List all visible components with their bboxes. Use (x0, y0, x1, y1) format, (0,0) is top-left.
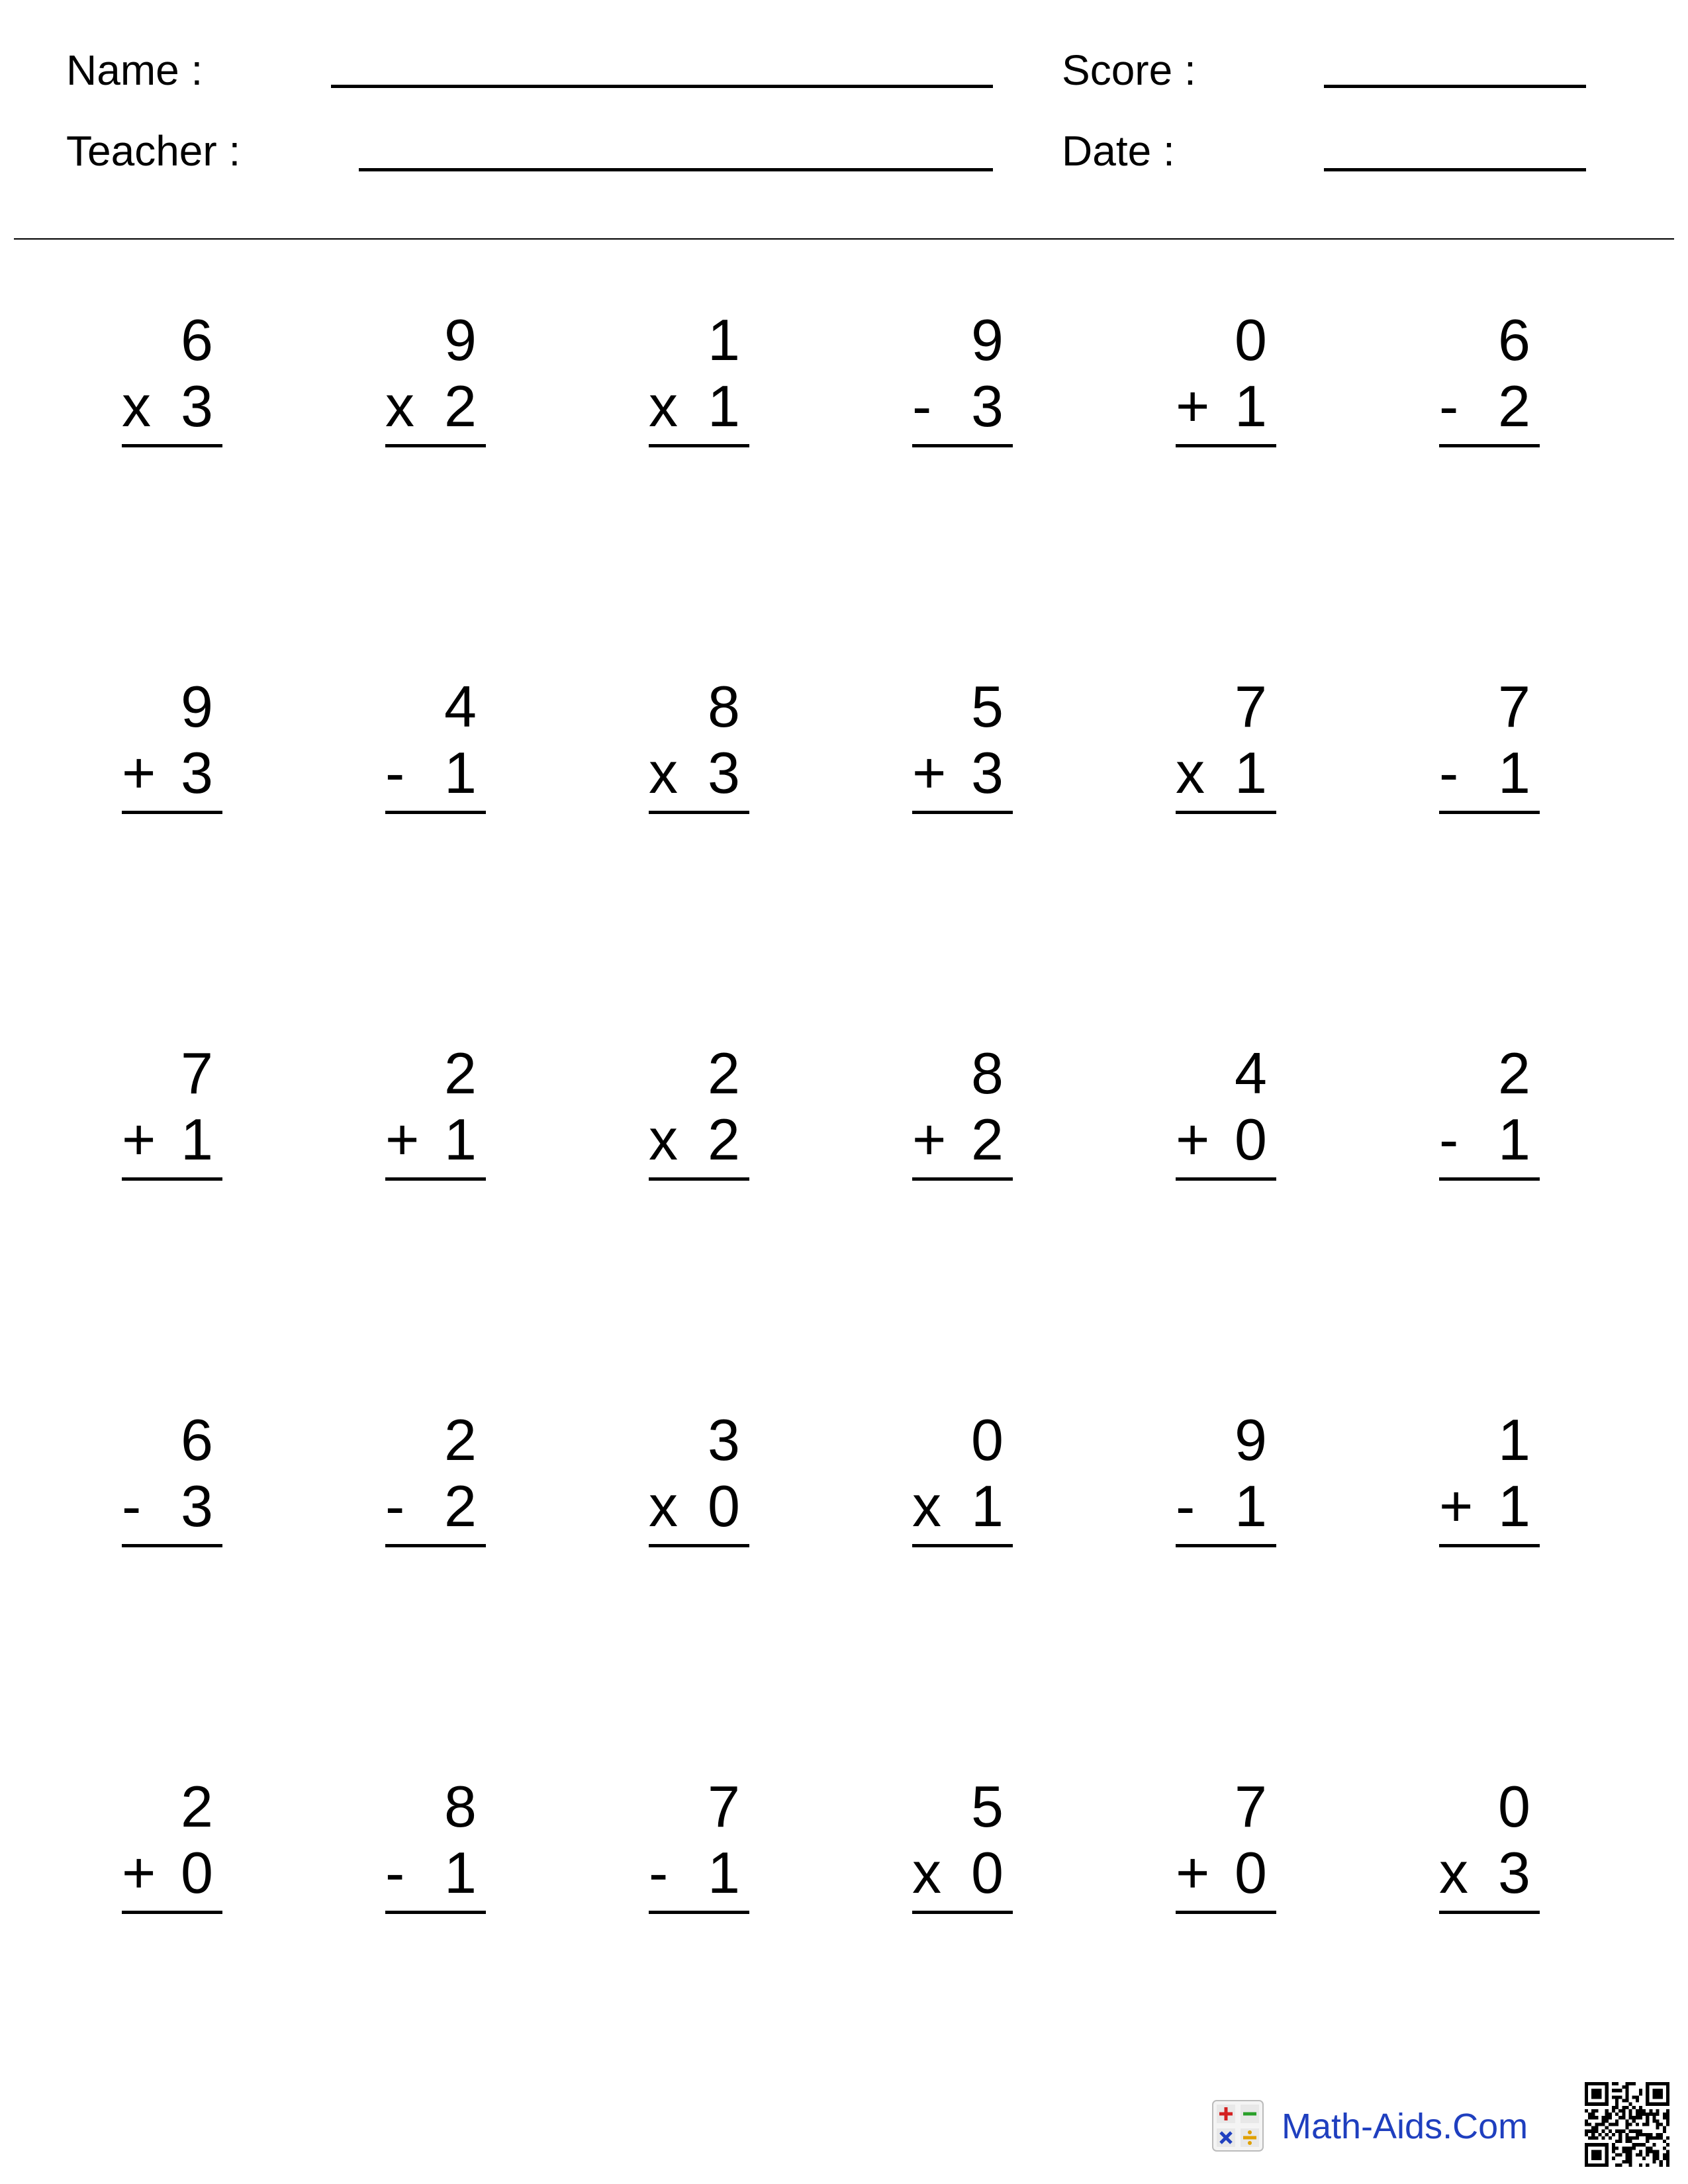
problem (1176, 1040, 1276, 1177)
top-number: 9 (444, 307, 477, 373)
top-number: 8 (444, 1774, 477, 1839)
bottom-number: 3 (181, 373, 213, 439)
answer-line[interactable] (1439, 811, 1540, 814)
bottom-number: 1 (1498, 740, 1530, 805)
answer-line[interactable] (385, 1177, 486, 1181)
problem (385, 1774, 486, 1910)
answer-line[interactable] (1439, 1911, 1540, 1914)
bottom-number: 1 (181, 1107, 213, 1172)
bottom-number: 3 (971, 740, 1004, 805)
top-number: 6 (181, 307, 213, 373)
top-number: 0 (1235, 307, 1267, 373)
top-number: 9 (1235, 1407, 1267, 1473)
answer-line[interactable] (122, 1544, 222, 1547)
operator: x (1439, 1840, 1468, 1905)
answer-line[interactable] (649, 1911, 749, 1914)
bottom-number: 1 (1235, 740, 1267, 805)
answer-line[interactable] (122, 444, 222, 447)
problem (1176, 674, 1276, 810)
bottom-number: 2 (708, 1107, 740, 1172)
bottom-number: 1 (708, 1840, 740, 1905)
answer-line[interactable] (122, 1911, 222, 1914)
bottom-number: 1 (444, 1107, 477, 1172)
answer-line[interactable] (649, 1544, 749, 1547)
answer-line[interactable] (385, 1911, 486, 1914)
answer-line[interactable] (649, 811, 749, 814)
top-number: 9 (181, 674, 213, 739)
operator: x (912, 1473, 941, 1539)
problem (122, 674, 222, 810)
top-number: 2 (708, 1040, 740, 1106)
problem (1439, 1407, 1540, 1543)
answer-line[interactable] (649, 1177, 749, 1181)
answer-line[interactable] (912, 811, 1013, 814)
answer-line[interactable] (1176, 444, 1276, 447)
problem (122, 1774, 222, 1910)
bottom-number: 0 (971, 1840, 1004, 1905)
name-label: Name : (66, 46, 203, 94)
answer-line[interactable] (912, 1177, 1013, 1181)
answer-line[interactable] (1439, 444, 1540, 447)
problem (1439, 674, 1540, 810)
problem (122, 307, 222, 443)
operator: + (1176, 373, 1210, 439)
bottom-number: 3 (181, 740, 213, 805)
operator: - (1176, 1473, 1196, 1539)
bottom-number: 3 (1498, 1840, 1530, 1905)
operator: + (122, 1107, 156, 1172)
operator: x (122, 373, 151, 439)
bottom-number: 2 (444, 373, 477, 439)
bottom-number: 1 (1235, 373, 1267, 439)
operator: x (649, 1473, 678, 1539)
operator: - (385, 1473, 405, 1539)
operator: + (122, 1840, 156, 1905)
operator: x (385, 373, 414, 439)
top-number: 2 (181, 1774, 213, 1839)
problem (1176, 1774, 1276, 1910)
bottom-number: 3 (971, 373, 1004, 439)
operator: - (122, 1473, 142, 1539)
answer-line[interactable] (649, 444, 749, 447)
bottom-number: 3 (181, 1473, 213, 1539)
operator: + (1439, 1473, 1474, 1539)
problem (385, 1040, 486, 1177)
problem (122, 1040, 222, 1177)
top-number: 4 (1235, 1040, 1267, 1106)
bottom-number: 2 (444, 1473, 477, 1539)
problem (649, 1774, 749, 1910)
top-number: 7 (1498, 674, 1530, 739)
top-number: 7 (1235, 674, 1267, 739)
operator: - (1439, 1107, 1459, 1172)
answer-line[interactable] (385, 444, 486, 447)
operator: - (385, 1840, 405, 1905)
operator: + (122, 740, 156, 805)
math-operations-icon (1211, 2099, 1264, 2152)
operator: + (912, 1107, 947, 1172)
top-number: 7 (1235, 1774, 1267, 1839)
problem (1176, 1407, 1276, 1543)
operator: x (912, 1840, 941, 1905)
bottom-number: 0 (181, 1840, 213, 1905)
top-number: 9 (971, 307, 1004, 373)
problem (649, 1407, 749, 1543)
answer-line[interactable] (912, 444, 1013, 447)
answer-line[interactable] (122, 1177, 222, 1181)
operator: - (1439, 740, 1459, 805)
answer-line[interactable] (1176, 1177, 1276, 1181)
bottom-number: 1 (444, 740, 477, 805)
qr-code-icon (1585, 2082, 1669, 2167)
operator: x (1176, 740, 1205, 805)
operator: + (1176, 1840, 1210, 1905)
problem (385, 674, 486, 810)
top-number: 1 (1498, 1407, 1530, 1473)
top-number: 5 (971, 674, 1004, 739)
problem (122, 1407, 222, 1543)
operator: + (385, 1107, 420, 1172)
top-number: 5 (971, 1774, 1004, 1839)
problem (1439, 1774, 1540, 1910)
answer-line[interactable] (1176, 1544, 1276, 1547)
answer-line[interactable] (912, 1911, 1013, 1914)
answer-line[interactable] (385, 1544, 486, 1547)
top-number: 8 (708, 674, 740, 739)
operator: - (912, 373, 932, 439)
top-number: 4 (444, 674, 477, 739)
site-link[interactable]: Math-Aids.Com (1282, 2107, 1528, 2146)
operator: x (649, 1107, 678, 1172)
problem (385, 307, 486, 443)
bottom-number: 2 (1498, 373, 1530, 439)
operator: + (1176, 1107, 1210, 1172)
top-number: 6 (1498, 307, 1530, 373)
problem (385, 1407, 486, 1543)
top-number: 8 (971, 1040, 1004, 1106)
answer-line[interactable] (1439, 1177, 1540, 1181)
answer-line[interactable] (1176, 811, 1276, 814)
score-label: Score : (1062, 46, 1196, 94)
top-number: 0 (1498, 1774, 1530, 1839)
bottom-number: 1 (1498, 1107, 1530, 1172)
problem (1176, 307, 1276, 443)
answer-line[interactable] (385, 811, 486, 814)
top-number: 2 (444, 1407, 477, 1473)
problem (649, 307, 749, 443)
problem (912, 674, 1013, 810)
operator: - (1439, 373, 1459, 439)
problem (1439, 307, 1540, 443)
problem (649, 674, 749, 810)
operator: x (649, 373, 678, 439)
bottom-number: 1 (971, 1473, 1004, 1539)
bottom-number: 1 (708, 373, 740, 439)
bottom-number: 0 (1235, 1840, 1267, 1905)
operator: - (385, 740, 405, 805)
date-label: Date : (1062, 127, 1175, 175)
top-number: 2 (1498, 1040, 1530, 1106)
top-number: 3 (708, 1407, 740, 1473)
bottom-number: 2 (971, 1107, 1004, 1172)
operator: - (649, 1840, 669, 1905)
operator: + (912, 740, 947, 805)
problem (1439, 1040, 1540, 1177)
answer-line[interactable] (122, 811, 222, 814)
teacher-label: Teacher : (66, 127, 241, 175)
top-number: 2 (444, 1040, 477, 1106)
problem (649, 1040, 749, 1177)
operator: x (649, 740, 678, 805)
top-number: 7 (708, 1774, 740, 1839)
problem (912, 1040, 1013, 1177)
bottom-number: 3 (708, 740, 740, 805)
bottom-number: 1 (1498, 1473, 1530, 1539)
top-number: 7 (181, 1040, 213, 1106)
problem (912, 1774, 1013, 1910)
bottom-number: 0 (708, 1473, 740, 1539)
top-number: 1 (708, 307, 740, 373)
bottom-number: 1 (1235, 1473, 1267, 1539)
bottom-number: 1 (444, 1840, 477, 1905)
answer-line[interactable] (1176, 1911, 1276, 1914)
problem (912, 1407, 1013, 1543)
answer-line[interactable] (912, 1544, 1013, 1547)
bottom-number: 0 (1235, 1107, 1267, 1172)
answer-line[interactable] (1439, 1544, 1540, 1547)
top-number: 6 (181, 1407, 213, 1473)
problem (912, 307, 1013, 443)
top-number: 0 (971, 1407, 1004, 1473)
